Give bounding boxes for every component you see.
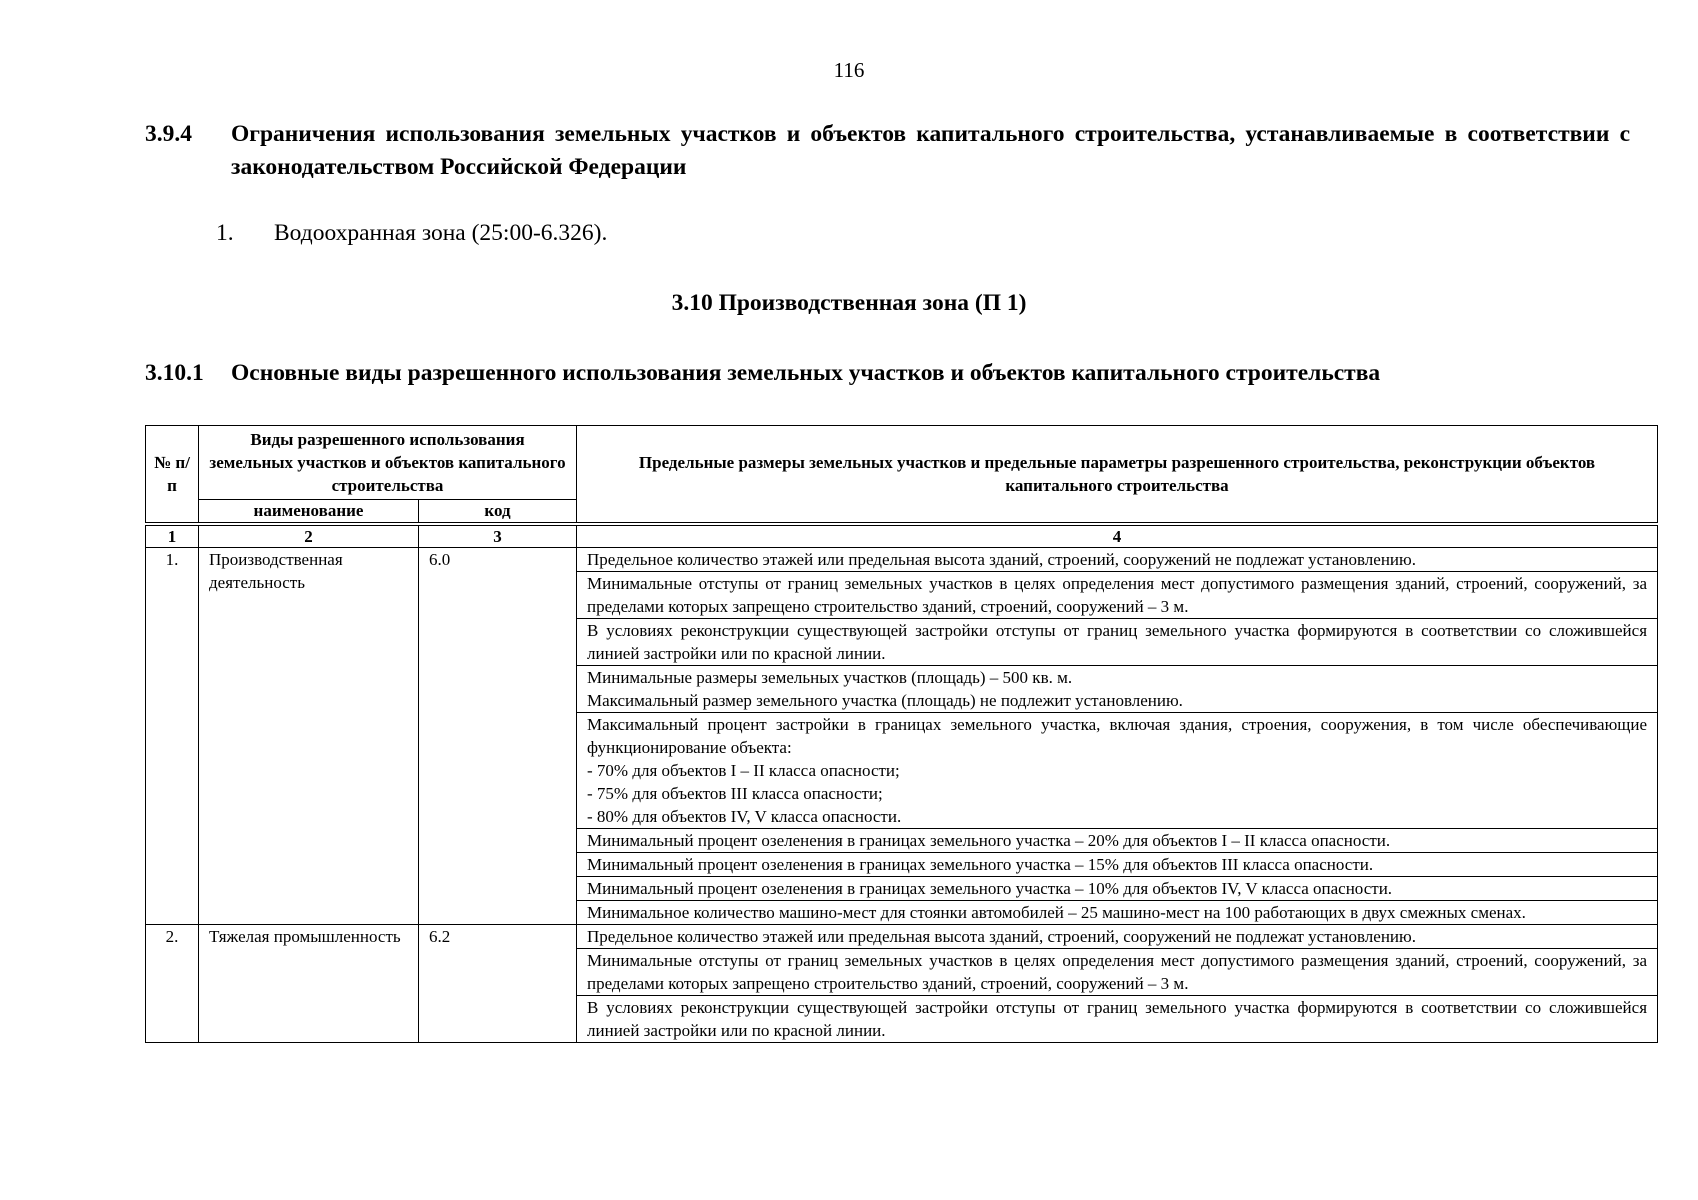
parameter-text: - 80% для объектов IV, V класса опасности.: [587, 807, 902, 826]
parameter-text: Максимальный процент застройки в границах земельного участка, включая здания, строения, сооружения, в том числе обеспечивающие функционирование объекта:: [587, 715, 1648, 757]
section-title: Основные виды разрешенного использования земельных участков и объектов капитального строительства: [231, 360, 1381, 386]
parameter-cell: [577, 901, 1658, 925]
list-item-text: Водоохранная зона (25:00-6.326).: [274, 220, 608, 246]
header-col-types: Виды разрешенного использования земельных участков и объектов капитального строительства: [199, 426, 577, 500]
parameter-text: Предельное количество этажей или предельная высота зданий, строений, сооружений не подлежат установлению.: [587, 550, 1416, 569]
permitted-use-table: [145, 425, 1658, 1043]
row-number: 1.: [146, 548, 199, 925]
use-type-name: Производственная деятельность: [199, 548, 419, 925]
parameter-text: В условиях реконструкции существующей застройки отступы от границ земельного участка формируются в соответствии со сложившейся линией застройки или по красной линии.: [587, 998, 1648, 1040]
parameter-text: Минимальный процент озеленения в границах земельного участка – 15% для объектов III класса опасности.: [587, 855, 1374, 874]
table-row: [146, 548, 1658, 572]
parameter-cell: [577, 925, 1658, 949]
parameter-cell: [577, 877, 1658, 901]
section-heading-3-9-4: [145, 118, 1630, 184]
parameter-cell: [577, 996, 1658, 1043]
parameter-text: Минимальные отступы от границ земельных участков в целях определения мест допустимого размещения зданий, строений, сооружений, за пределами которых запрещено строительство зданий, строений, сооружений – 3 м.: [587, 574, 1648, 616]
use-type-code: 6.0: [419, 548, 577, 925]
header-col-name: наименование: [199, 500, 419, 523]
section-number: 3.9.4: [145, 121, 192, 147]
column-number: 4: [577, 526, 1658, 548]
use-type-code: 6.2: [419, 925, 577, 1043]
parameter-cell: [577, 713, 1658, 829]
parameter-text: Максимальный размер земельного участка (площадь) не подлежит установлению.: [587, 691, 1183, 710]
parameter-cell: [577, 548, 1658, 572]
parameter-text: Предельное количество этажей или предельная высота зданий, строений, сооружений не подлежат установлению.: [587, 927, 1416, 946]
use-type-name: Тяжелая промышленность: [199, 925, 419, 1043]
zone-heading: 3.10 Производственная зона (П 1): [671, 290, 1027, 316]
header-col-code: код: [419, 500, 577, 523]
column-number: 2: [199, 526, 419, 548]
header-col-params: Предельные размеры земельных участков и предельные параметры разрешенного строительства, реконструкции объектов капитального строительства: [577, 426, 1658, 523]
table-row: [146, 925, 1658, 949]
list-marker: 1.: [216, 220, 234, 246]
parameter-text: Минимальный процент озеленения в границах земельного участка – 10% для объектов IV, V класса опасности.: [587, 879, 1393, 898]
row-number: 2.: [146, 925, 199, 1043]
page-number: 116: [833, 58, 865, 82]
parameter-cell: [577, 572, 1658, 619]
section-heading-3-10-1: [145, 357, 1630, 390]
section-title: Ограничения использования земельных участков и объектов капитального строительства, устанавливаемые в соответствии с законодательством Российской Федерации: [231, 121, 1630, 180]
column-number: 3: [419, 526, 577, 548]
parameter-cell: [577, 619, 1658, 666]
parameter-cell: [577, 949, 1658, 996]
column-numbers-row: [146, 526, 1658, 548]
parameter-cell: [577, 853, 1658, 877]
parameter-text: Минимальные размеры земельных участков (площадь) – 500 кв. м.: [587, 668, 1073, 687]
parameter-text: - 75% для объектов III класса опасности;: [587, 784, 883, 803]
header-col-number: № п/п: [146, 426, 199, 523]
section-number: 3.10.1: [145, 360, 204, 386]
parameter-cell: [577, 666, 1658, 713]
parameter-text: - 70% для объектов I – II класса опасности;: [587, 761, 900, 780]
list-item-water-protection-zone: [216, 220, 607, 247]
parameter-text: Минимальный процент озеленения в границах земельного участка – 20% для объектов I – II класса опасности.: [587, 831, 1391, 850]
column-number: 1: [146, 526, 199, 548]
parameter-text: Минимальные отступы от границ земельных участков в целях определения мест допустимого размещения зданий, строений, сооружений, за пределами которых запрещено строительство зданий, строений, сооружений – 3 м.: [587, 951, 1648, 993]
parameter-cell: [577, 829, 1658, 853]
parameter-text: В условиях реконструкции существующей застройки отступы от границ земельного участка формируются в соответствии со сложившейся линией застройки или по красной линии.: [587, 621, 1648, 663]
parameter-text: Минимальное количество машино-мест для стоянки автомобилей – 25 машино-мест на 100 работающих в двух смежных сменах.: [587, 903, 1526, 922]
